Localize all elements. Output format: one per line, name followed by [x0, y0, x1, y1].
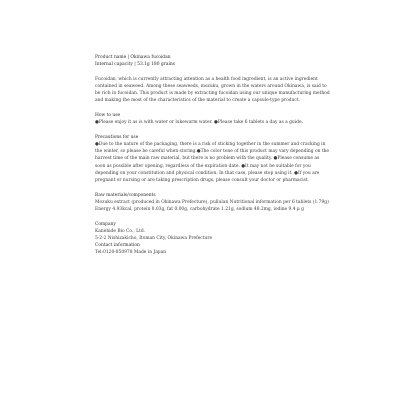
- internal-capacity: Internal capacity | 53.1g 180 grains: [95, 62, 175, 68]
- company-name: Kanehide Bio Co., Ltd.: [95, 228, 146, 234]
- raw-materials-text: Mozuku extract (produced in Okinawa Prefecture), pullulan Nutritional information per 6 tablets (1.79g) Energy 4.93kcal, protein 0.03g, fat 0.00g, carbohydrate 1.21g, sodium 48.2mg, iodine 9.4 μ g: [95, 199, 329, 213]
- precautions-section: [95, 134, 330, 184]
- precautions-heading: Precautions for use: [95, 134, 139, 140]
- how-to-use-text: ●Please enjoy it as is with water or lukewarm water. ●Please take 6 tablets a day as a guide.: [95, 120, 303, 126]
- how-to-use-heading: How to use: [95, 113, 121, 118]
- contact-heading: Contact information: [95, 243, 140, 249]
- product-name: Product name | Okinawa fucoidan: [95, 55, 171, 60]
- product-description-section: [95, 76, 330, 105]
- contact-info: Tel:0120-850978 Made in Japan: [95, 250, 167, 256]
- raw-materials-heading: Raw materials/components: [95, 192, 156, 198]
- product-description: Fucoidan, which is currently attracting attention as a health food ingredient, is an active ingredient contained in seaweed. Among these seaweeds, mozuku, grown in the waters around Okinawa, is said to be rich in fucoidan. This product is made by extracting fucoidan using our unique manufacturing method and making the most of the characteristics of the material to create a capsule-type product.: [95, 76, 330, 104]
- company-section: [95, 221, 330, 257]
- product-header: [95, 54, 330, 68]
- raw-materials-section: [95, 192, 330, 214]
- product-info-sheet: [95, 54, 330, 264]
- company-address: 5-2-2 Nishizakicho, Itoman City, Okinawa Prefecture: [95, 236, 213, 242]
- precautions-text: ●Due to the nature of the packaging, there is a risk of sticking together in the summer and cracking in the winter, so please be careful when storing.●The color tone of this product may vary depending on the harvest time of the main raw material, but there is no problem with the quality. ●Please consume as soon as possible after opening, regardless of the expiration date. ●It may not be suitable for you depending on your constitution and physical condition. In that case, please stop using it. ●If you are pregnant or nursing or are taking prescription drugs, please consult your doctor or pharmacist.: [95, 142, 330, 184]
- how-to-use-section: [95, 112, 330, 126]
- company-heading: Company: [95, 221, 116, 227]
